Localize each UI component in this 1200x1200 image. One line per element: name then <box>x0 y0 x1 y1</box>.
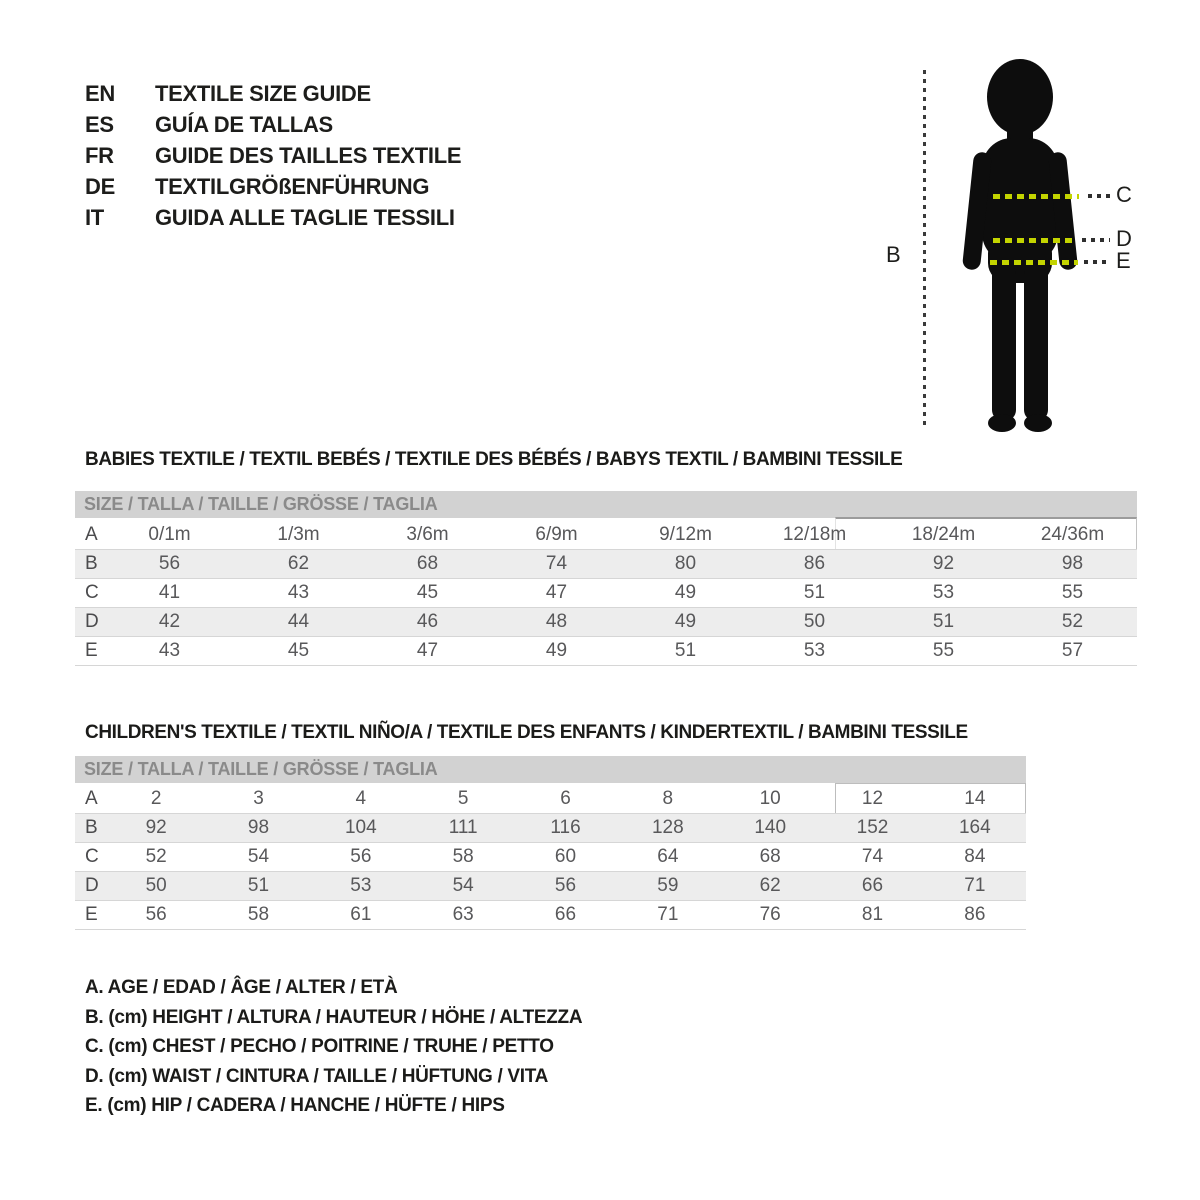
value-cell: 49 <box>674 582 697 603</box>
value-cell: 111 <box>448 817 478 838</box>
value-cell: 86 <box>803 553 826 574</box>
language-code: EN <box>85 81 115 106</box>
value-cell: 128 <box>651 817 684 838</box>
value-cell: 62 <box>759 875 781 896</box>
children-table-title: CHILDREN'S TEXTILE / TEXTIL NIÑO/A / TEXTILE DES ENFANTS / KINDERTEXTIL / BAMBINI TESSILE <box>85 722 968 743</box>
value-cell: 43 <box>158 640 181 661</box>
value-cell: 6 <box>560 788 571 809</box>
language-title: TEXTILGRÖßENFÜHRUNG <box>155 174 430 199</box>
value-cell: 52 <box>145 846 167 867</box>
value-cell: 152 <box>856 817 889 838</box>
size-header-band: SIZE / TALLA / TAILLE / GRÖSSE / TAGLIA <box>75 756 1026 783</box>
value-cell: 12 <box>861 788 884 809</box>
value-cell: 104 <box>344 817 377 838</box>
value-cell: 71 <box>964 875 986 896</box>
table-row <box>75 785 1026 814</box>
row-label: D <box>85 875 99 896</box>
legend-item: A. AGE / EDAD / ÂGE / ALTER / ETÀ <box>85 977 398 998</box>
value-cell: 9/12m <box>659 524 712 545</box>
babies-size-table <box>75 491 1137 666</box>
row-label: A <box>85 524 98 545</box>
table-row <box>75 550 1137 579</box>
value-cell: 56 <box>158 553 181 574</box>
row-label: A <box>85 788 98 809</box>
chest-measure-dashes <box>993 194 1079 199</box>
value-cell: 116 <box>550 817 581 838</box>
legend-item: B. (cm) HEIGHT / ALTURA / HAUTEUR / HÖHE / ALTEZZA <box>85 1006 583 1028</box>
language-title: TEXTILE SIZE GUIDE <box>155 81 371 106</box>
chest-label: C <box>1116 182 1132 207</box>
value-cell: 71 <box>657 904 679 925</box>
row-label: E <box>85 904 98 925</box>
value-cell: 51 <box>932 611 955 632</box>
language-row <box>85 202 461 233</box>
value-cell: 98 <box>1061 553 1084 574</box>
value-cell: 49 <box>545 640 568 661</box>
value-cell: 62 <box>287 553 310 574</box>
value-cell: 43 <box>287 582 310 603</box>
value-cell: 80 <box>674 553 697 574</box>
value-cell: 6/9m <box>535 524 578 545</box>
language-code: DE <box>85 174 115 199</box>
language-title: GUIDA ALLE TAGLIE TESSILI <box>155 205 455 230</box>
value-cell: 55 <box>1061 582 1084 603</box>
value-cell: 76 <box>759 904 781 925</box>
legend-item: E. (cm) HIP / CADERA / HANCHE / HÜFTE / HIPS <box>85 1095 505 1117</box>
language-row <box>85 78 461 109</box>
value-cell: 54 <box>452 875 474 896</box>
value-cell: 68 <box>759 846 781 867</box>
value-cell: 3 <box>253 788 264 809</box>
value-cell: 64 <box>657 846 679 867</box>
value-cell: 74 <box>545 553 568 574</box>
value-cell: 53 <box>932 582 955 603</box>
value-cell: 61 <box>350 904 372 925</box>
value-cell: 4 <box>355 788 367 809</box>
value-cell: 42 <box>158 611 181 632</box>
value-cell: 164 <box>958 817 991 838</box>
value-cell: 59 <box>657 875 679 896</box>
value-cell: 46 <box>416 611 439 632</box>
hip-measure-dashes <box>990 260 1078 265</box>
value-cell: 14 <box>964 788 986 809</box>
table-row <box>75 901 1026 930</box>
value-cell: 41 <box>158 582 181 603</box>
language-row <box>85 140 461 171</box>
value-cell: 56 <box>554 875 577 896</box>
value-cell: 49 <box>674 611 697 632</box>
value-cell: 50 <box>803 611 826 632</box>
chest-pointer-dashes <box>1088 194 1110 198</box>
value-cell: 56 <box>350 846 372 867</box>
value-cell: 1/3m <box>277 524 320 545</box>
value-cell: 84 <box>964 846 986 867</box>
language-code: ES <box>85 112 114 137</box>
value-cell: 74 <box>861 846 884 867</box>
language-row <box>85 109 461 140</box>
value-cell: 45 <box>287 640 310 661</box>
table-row <box>75 843 1026 872</box>
waist-pointer-dashes <box>1082 238 1110 242</box>
table-row <box>75 521 1137 550</box>
value-cell: 24/36m <box>1040 524 1105 545</box>
language-title: GUÍA DE TALLAS <box>155 112 333 137</box>
value-cell: 56 <box>145 904 167 925</box>
value-cell: 58 <box>247 904 270 925</box>
value-cell: 57 <box>1061 640 1084 661</box>
waist-measure-dashes <box>993 238 1075 243</box>
value-cell: 18/24m <box>911 524 976 545</box>
value-cell: 86 <box>964 904 986 925</box>
child-silhouette-icon <box>960 58 1080 435</box>
waist-label: D <box>1116 226 1132 251</box>
value-cell: 47 <box>416 640 439 661</box>
hip-label: E <box>1116 248 1131 273</box>
row-label: C <box>85 846 99 867</box>
value-cell: 63 <box>452 904 474 925</box>
value-cell: 45 <box>416 582 439 603</box>
value-cell: 52 <box>1061 611 1084 632</box>
value-cell: 50 <box>145 875 167 896</box>
children-size-table <box>75 756 1026 930</box>
table-row <box>75 637 1137 666</box>
value-cell: 47 <box>545 582 568 603</box>
value-cell: 2 <box>150 788 162 809</box>
value-cell: 60 <box>554 846 577 867</box>
row-label: B <box>85 553 98 574</box>
table-row <box>75 608 1137 637</box>
value-cell: 10 <box>759 788 781 809</box>
babies-table-title: BABIES TEXTILE / TEXTIL BEBÉS / TEXTILE DES BÉBÉS / BABYS TEXTIL / BAMBINI TESSILE <box>85 449 903 470</box>
language-code: FR <box>85 143 114 168</box>
height-label: B <box>886 242 901 267</box>
value-cell: 54 <box>247 846 270 867</box>
value-cell: 3/6m <box>406 524 449 545</box>
value-cell: 51 <box>247 875 270 896</box>
value-cell: 51 <box>674 640 697 661</box>
value-cell: 0/1m <box>148 524 191 545</box>
legend-item: D. (cm) WAIST / CINTURA / TAILLE / HÜFTUNG / VITA <box>85 1065 549 1087</box>
value-cell: 92 <box>932 553 955 574</box>
language-title-list <box>85 78 461 233</box>
value-cell: 98 <box>247 817 270 838</box>
row-label: B <box>85 817 98 838</box>
value-cell: 48 <box>545 611 568 632</box>
legend-item: C. (cm) CHEST / PECHO / POITRINE / TRUHE / PETTO <box>85 1036 554 1058</box>
value-cell: 66 <box>554 904 577 925</box>
measurement-figure <box>860 50 1190 450</box>
hip-pointer-dashes <box>1084 260 1110 264</box>
row-label: C <box>85 582 99 603</box>
value-cell: 53 <box>350 875 372 896</box>
value-cell: 44 <box>287 611 310 632</box>
table-row <box>75 579 1137 608</box>
value-cell: 58 <box>452 846 474 867</box>
value-cell: 8 <box>662 788 674 809</box>
row-label: D <box>85 611 99 632</box>
value-cell: 140 <box>754 817 787 838</box>
value-cell: 53 <box>803 640 826 661</box>
table-row <box>75 872 1026 901</box>
size-header-band: SIZE / TALLA / TAILLE / GRÖSSE / TAGLIA <box>75 491 1137 518</box>
value-cell: 51 <box>803 582 826 603</box>
value-cell: 55 <box>932 640 955 661</box>
value-cell: 92 <box>145 817 167 838</box>
value-cell: 81 <box>861 904 884 925</box>
language-title: GUIDE DES TAILLES TEXTILE <box>155 143 462 168</box>
value-cell: 12/18m <box>782 524 847 545</box>
value-cell: 66 <box>861 875 884 896</box>
value-cell: 68 <box>416 553 439 574</box>
table-row <box>75 814 1026 843</box>
row-label: E <box>85 640 98 661</box>
language-code: IT <box>85 205 104 230</box>
value-cell: 5 <box>457 788 469 809</box>
height-dashed-line <box>923 70 926 430</box>
measurement-legend <box>85 973 582 1121</box>
language-row <box>85 171 461 202</box>
